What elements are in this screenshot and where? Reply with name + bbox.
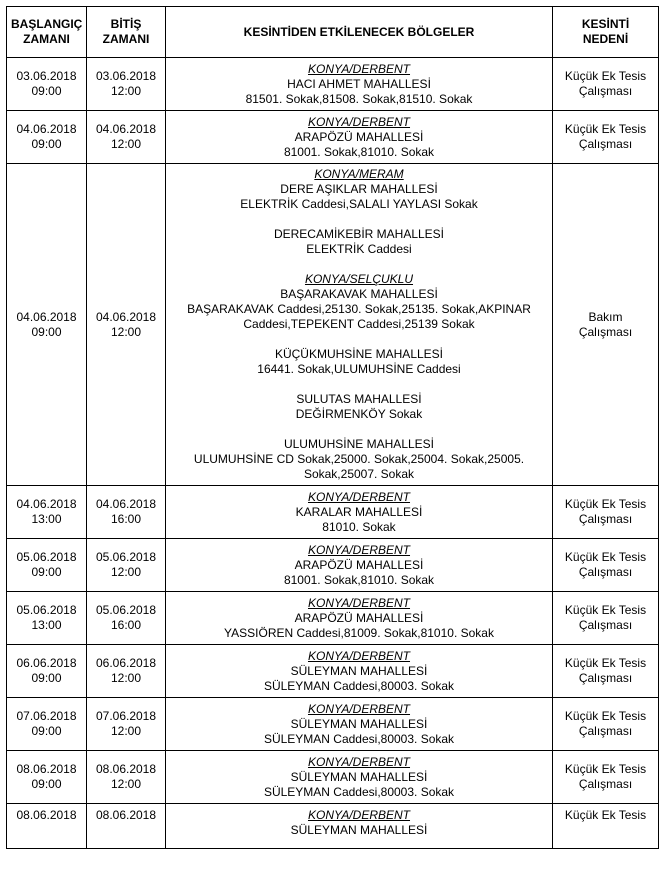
header-row (7, 7, 659, 58)
reason-line: Bakım (588, 309, 623, 324)
start-hour: 09:00 (31, 324, 62, 339)
district-name: KONYA/DERBENT (307, 701, 411, 716)
street-list: 81501. Sokak,81508. Sokak,81510. Sokak (245, 91, 473, 106)
street-list: 16441. Sokak,ULUMUHSİNE Caddesi (257, 362, 461, 376)
affected-regions-cell (166, 645, 553, 698)
reason-line: Çalışması (578, 565, 633, 579)
reason-line: Küçük Ek Tesis (564, 603, 647, 617)
start-time-cell (7, 164, 87, 486)
neighborhood-name: SÜLEYMAN MAHALLESİ (290, 716, 428, 731)
district-name: KONYA/DERBENT (307, 542, 411, 557)
neighborhood-name: DERE AŞIKLAR MAHALLESİ (280, 182, 438, 196)
neighborhood-name: ARAPÖZÜ MAHALLESİ (294, 129, 424, 144)
outage-reason-cell (553, 592, 659, 645)
reason-line: Çalışması (578, 324, 633, 339)
header-end-line-2: ZAMANI (102, 32, 150, 46)
header-end-time (87, 7, 166, 58)
end-time-cell (87, 58, 166, 111)
end-time-cell (87, 698, 166, 751)
start-time-cell (7, 486, 87, 539)
start-time-cell (7, 111, 87, 164)
end-time-cell (87, 486, 166, 539)
end-time-cell (87, 804, 166, 849)
outage-reason-cell (553, 164, 659, 486)
reason-line: Küçük Ek Tesis (564, 69, 647, 83)
end-time-cell (87, 592, 166, 645)
start-time-cell (7, 751, 87, 804)
start-hour: 09:00 (31, 671, 62, 685)
outage-reason-cell (553, 645, 659, 698)
reason-line: Çalışması (578, 512, 633, 526)
end-date: 03.06.2018 (95, 69, 157, 83)
neighborhood-name: KÜÇÜKMUHSİNE MAHALLESİ (274, 347, 444, 361)
affected-regions-cell (166, 111, 553, 164)
outage-reason-cell (553, 58, 659, 111)
end-date: 06.06.2018 (95, 656, 157, 670)
outage-reason-cell (553, 486, 659, 539)
reason-line: Çalışması (578, 671, 633, 685)
affected-regions-cell (166, 592, 553, 645)
header-start-time (7, 7, 87, 58)
end-hour: 16:00 (110, 512, 142, 526)
end-date: 04.06.2018 (95, 497, 157, 511)
neighborhood-name: KARALAR MAHALLESİ (295, 504, 423, 519)
affected-regions-cell (166, 539, 553, 592)
start-date: 04.06.2018 (16, 497, 77, 511)
end-date: 08.06.2018 (95, 808, 157, 822)
neighborhood-name: SULUTAS MAHALLESİ (296, 392, 422, 406)
affected-regions-cell (166, 751, 553, 804)
start-time-cell (7, 645, 87, 698)
outage-reason-cell (553, 111, 659, 164)
outage-schedule-table (6, 6, 659, 849)
table-header (7, 7, 659, 58)
street-list: Caddesi,TEPEKENT Caddesi,25139 Sokak (243, 317, 475, 331)
reason-line: Küçük Ek Tesis (564, 122, 647, 136)
reason-line: Küçük Ek Tesis (564, 656, 647, 670)
start-date: 03.06.2018 (16, 69, 77, 83)
reason-line: Küçük Ek Tesis (564, 709, 647, 723)
end-time-cell (87, 751, 166, 804)
end-hour: 12:00 (110, 137, 142, 151)
start-hour: 09:00 (31, 137, 62, 151)
end-hour: 12:00 (110, 324, 142, 339)
street-list: 81010. Sokak (322, 519, 396, 534)
start-date: 05.06.2018 (16, 550, 77, 564)
district-name: KONYA/DERBENT (307, 648, 411, 663)
end-date: 04.06.2018 (95, 122, 157, 136)
end-hour: 12:00 (110, 671, 142, 685)
end-hour: 16:00 (110, 618, 142, 632)
district-name: KONYA/DERBENT (307, 61, 411, 76)
header-affected-regions: KESİNTİDEN ETKİLENECEK BÖLGELER (166, 7, 553, 58)
start-hour: 09:00 (31, 724, 62, 738)
outage-reason-cell (553, 751, 659, 804)
neighborhood-name: SÜLEYMAN MAHALLESİ (290, 769, 428, 784)
table-row (7, 539, 659, 592)
reason-line: Çalışması (578, 777, 633, 791)
end-date: 07.06.2018 (95, 709, 157, 723)
table-row (7, 164, 659, 486)
table-row (7, 486, 659, 539)
reason-line: Çalışması (578, 84, 633, 98)
header-reason-line-1: KESİNTİ (581, 17, 630, 31)
start-date: 05.06.2018 (16, 603, 77, 617)
end-hour: 12:00 (110, 84, 142, 98)
neighborhood-name: SÜLEYMAN MAHALLESİ (290, 663, 428, 678)
start-hour: 09:00 (31, 84, 62, 98)
street-list: YASSIÖREN Caddesi,81009. Sokak,81010. Sokak (224, 625, 494, 640)
street-list: ELEKTRİK Caddesi (306, 242, 412, 256)
street-list: 81001. Sokak,81010. Sokak (283, 572, 435, 587)
start-date: 04.06.2018 (16, 309, 77, 324)
start-time-cell (7, 804, 87, 849)
end-date: 08.06.2018 (95, 762, 157, 776)
end-date: 05.06.2018 (95, 603, 157, 617)
street-list: ELEKTRİK Caddesi,SALALI YAYLASI Sokak (240, 197, 478, 211)
end-time-cell (87, 645, 166, 698)
reason-line: Küçük Ek Tesis (564, 497, 647, 511)
street-list: DEĞİRMENKÖY Sokak (295, 407, 423, 421)
neighborhood-name: ULUMUHSİNE MAHALLESİ (283, 437, 435, 451)
neighborhood-name: BAŞARAKAVAK MAHALLESİ (280, 287, 438, 301)
header-start-line-1: BAŞLANGIÇ (11, 17, 83, 31)
start-hour: 13:00 (31, 618, 62, 632)
district-name: KONYA/DERBENT (307, 754, 411, 769)
table-body (7, 58, 659, 849)
neighborhood-name: ARAPÖZÜ MAHALLESİ (294, 610, 424, 625)
district-name: KONYA/DERBENT (307, 595, 411, 610)
street-list: SÜLEYMAN Caddesi,80003. Sokak (263, 784, 455, 799)
street-list: SÜLEYMAN Caddesi,80003. Sokak (263, 731, 455, 746)
affected-regions-cell (166, 58, 553, 111)
table-row (7, 58, 659, 111)
neighborhood-name: HACI AHMET MAHALLESİ (287, 76, 431, 91)
table-row (7, 645, 659, 698)
table-row (7, 592, 659, 645)
district-name: KONYA/DERBENT (307, 808, 411, 822)
table-row (7, 111, 659, 164)
end-date: 04.06.2018 (95, 309, 157, 324)
start-time-cell (7, 592, 87, 645)
table-row (7, 804, 659, 849)
affected-regions-cell (166, 164, 553, 486)
street-list: Sokak,25007. Sokak (303, 467, 415, 481)
start-hour: 09:00 (31, 565, 62, 579)
start-hour: 09:00 (31, 777, 62, 791)
start-date: 07.06.2018 (16, 709, 77, 723)
end-time-cell (87, 164, 166, 486)
district-name: KONYA/DERBENT (307, 114, 411, 129)
outage-reason-cell (553, 539, 659, 592)
affected-regions-cell (166, 698, 553, 751)
table-row (7, 698, 659, 751)
affected-regions-cell (166, 486, 553, 539)
outage-reason-cell (553, 698, 659, 751)
end-time-cell (87, 539, 166, 592)
reason-line: Küçük Ek Tesis (564, 762, 647, 776)
district-name: KONYA/DERBENT (307, 489, 411, 504)
start-date: 06.06.2018 (16, 656, 77, 670)
end-date: 05.06.2018 (95, 550, 157, 564)
end-hour: 12:00 (110, 565, 142, 579)
start-time-cell (7, 58, 87, 111)
reason-line: Çalışması (578, 724, 633, 738)
header-end-line-1: BİTİŞ (110, 17, 142, 31)
neighborhood-name: ARAPÖZÜ MAHALLESİ (294, 557, 424, 572)
header-start-line-2: ZAMANI (23, 32, 70, 46)
start-date: 08.06.2018 (16, 808, 77, 822)
header-outage-reason (553, 7, 659, 58)
reason-line: Çalışması (578, 618, 633, 632)
district-name: KONYA/MERAM (314, 167, 404, 181)
start-date: 04.06.2018 (16, 122, 77, 136)
start-date: 08.06.2018 (16, 762, 77, 776)
end-time-cell (87, 111, 166, 164)
start-time-cell (7, 698, 87, 751)
street-list: SÜLEYMAN Caddesi,80003. Sokak (263, 678, 455, 693)
end-hour: 12:00 (110, 777, 142, 791)
start-time-cell (7, 539, 87, 592)
street-list: BAŞARAKAVAK Caddesi,25130. Sokak,25135. Sokak,AKPINAR (187, 302, 531, 316)
reason-line: Çalışması (578, 137, 633, 151)
reason-line: Küçük Ek Tesis (564, 550, 647, 564)
start-hour: 13:00 (31, 512, 62, 526)
district-name: KONYA/SELÇUKLU (304, 272, 414, 286)
street-list: ULUMUHSİNE CD Sokak,25000. Sokak,25004. Sokak,25005. (193, 452, 525, 466)
outage-reason-cell (553, 804, 659, 849)
affected-regions-cell (166, 804, 553, 849)
neighborhood-name: SÜLEYMAN MAHALLESİ (290, 823, 428, 837)
reason-line: Küçük Ek Tesis (564, 808, 647, 822)
header-reason-line-2: NEDENİ (582, 32, 629, 46)
neighborhood-name: DERECAMİKEBİR MAHALLESİ (273, 227, 445, 241)
end-hour: 12:00 (110, 724, 142, 738)
table-row (7, 751, 659, 804)
street-list: 81001. Sokak,81010. Sokak (283, 144, 435, 159)
